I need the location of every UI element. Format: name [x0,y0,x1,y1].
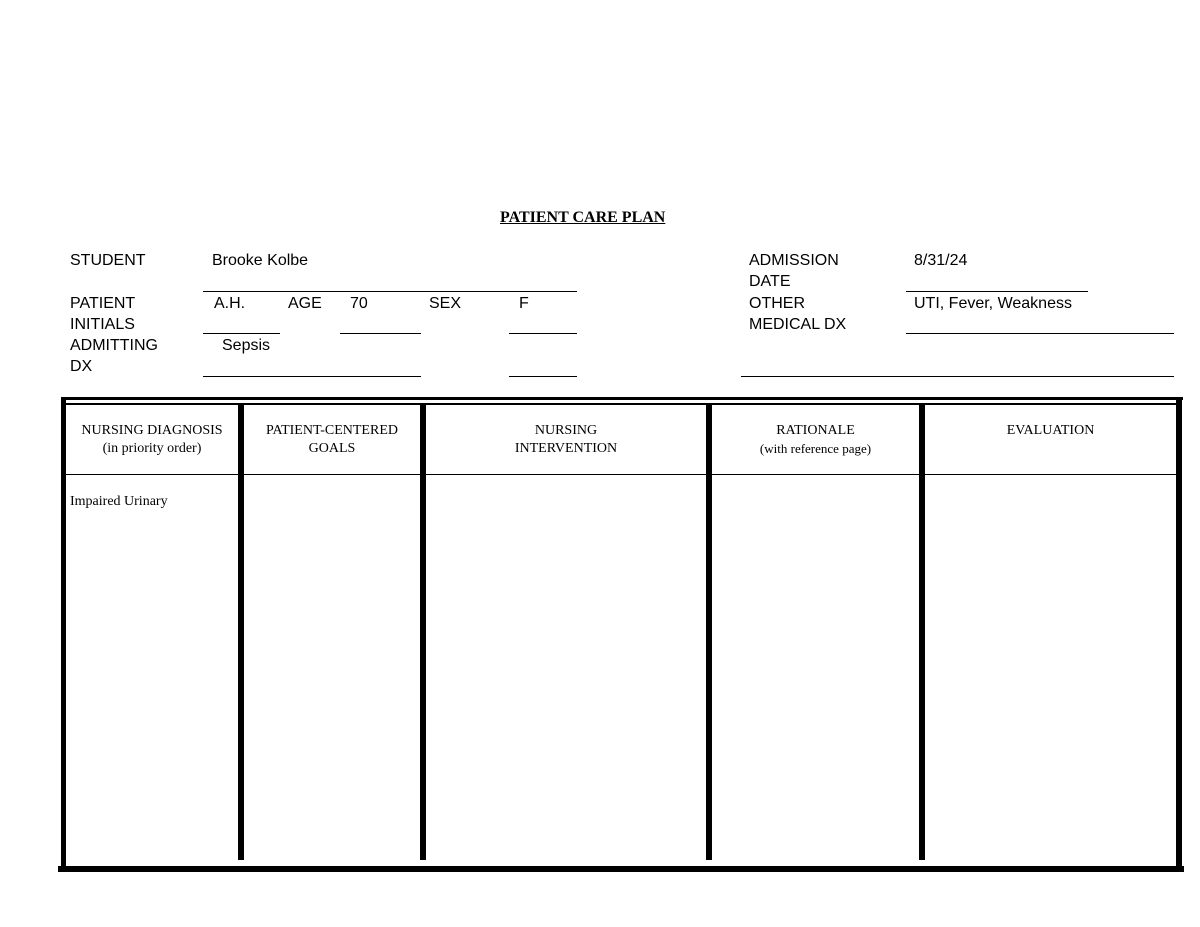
admitting-label-line2: DX [70,358,93,375]
header-rationale [712,422,919,458]
student-label: STUDENT [70,252,146,269]
table-top-border [61,397,1183,400]
sex-label: SEX [429,295,462,312]
patient-label-line2: INITIALS [70,316,135,333]
other-label-line1: OTHER [749,295,805,312]
admission-underline [906,291,1088,292]
other-value: UTI, Fever, Weakness [914,295,1072,312]
header-line1: EVALUATION [1006,423,1095,438]
patient-initials-value: A.H. [214,295,246,312]
header-line1: RATIONALE [776,423,855,438]
header-line1: PATIENT-CENTERED [266,423,398,438]
column-divider-4 [919,404,925,860]
table-right-border [1176,398,1182,870]
header-line2: (in priority order) [102,441,202,456]
header-line2: INTERVENTION [514,441,618,456]
other-underline-extra [741,376,1174,377]
other-label-line2: MEDICAL DX [749,316,847,333]
header-nursing-diagnosis [66,422,238,458]
table-bottom-border [58,866,1184,872]
patient-initials-underline [203,333,280,334]
header-bottom-line [66,474,1176,475]
sex-value: F [519,295,529,312]
admitting-label-line1: ADMITTING [70,337,158,354]
admitting-underline-extra [509,376,577,377]
cell-diagnosis: Impaired Urinary [70,494,168,509]
column-divider-1 [238,404,244,860]
age-label: AGE [288,295,322,312]
header-line1: NURSING [534,423,598,438]
page-title: PATIENT CARE PLAN [500,209,666,226]
header-patient-centered-goals [244,422,420,458]
header-line2: GOALS [308,441,356,456]
patient-label-line1: PATIENT [70,295,136,312]
age-underline [340,333,421,334]
sex-underline [509,333,577,334]
admission-value: 8/31/24 [914,252,968,269]
other-underline [906,333,1174,334]
admission-label-line1: ADMISSION [749,252,839,269]
admitting-underline [203,376,421,377]
table-top-inner-border [64,403,1177,405]
table-left-border [61,398,66,870]
header-line1: NURSING DIAGNOSIS [81,423,223,438]
admitting-value: Sepsis [222,337,271,354]
admission-label-line2: DATE [749,273,791,290]
student-value: Brooke Kolbe [212,252,309,269]
header-line2: (with reference page) [759,441,872,456]
column-divider-3 [706,404,712,860]
header-evaluation [925,422,1176,440]
header-nursing-intervention [426,422,706,458]
age-value: 70 [350,295,368,312]
column-divider-2 [420,404,426,860]
student-underline [203,291,577,292]
